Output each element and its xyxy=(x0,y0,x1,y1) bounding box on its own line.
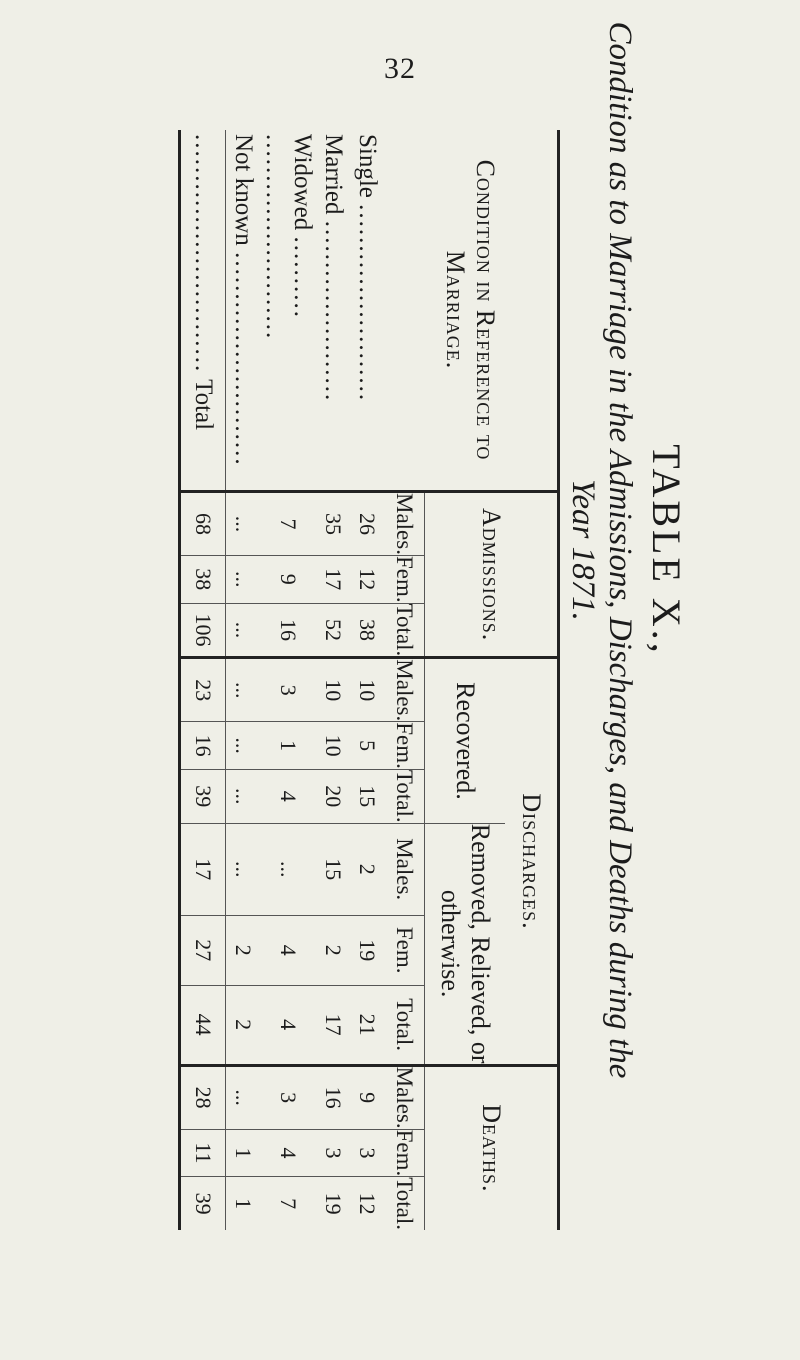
recovered-header: Recovered. xyxy=(425,658,506,823)
cell: 3 xyxy=(316,1129,350,1177)
table-row xyxy=(226,130,261,1230)
row-label-not-known: Not known .......................... xyxy=(226,130,261,492)
row-label-single: Single ........................ xyxy=(350,130,384,492)
cell: 16 xyxy=(316,1065,350,1129)
cell: 26 xyxy=(350,492,384,556)
cell: ... xyxy=(226,492,261,556)
table-captions xyxy=(565,0,689,1100)
admissions-header: Admissions. xyxy=(425,492,559,658)
cell: 1 xyxy=(226,1129,261,1177)
cell: 9 xyxy=(350,1065,384,1129)
cell: 20 xyxy=(316,769,350,823)
cell: 12 xyxy=(350,555,384,603)
cell: 16 xyxy=(260,603,316,658)
table-row-total xyxy=(180,130,226,1230)
discharges-header: Discharges. xyxy=(505,658,559,1065)
cell: 4 xyxy=(260,915,316,985)
cell: 1 xyxy=(260,722,316,770)
cell: 9 xyxy=(260,555,316,603)
cell: 15 xyxy=(350,769,384,823)
cell: 17 xyxy=(180,823,226,915)
cell: ... xyxy=(226,769,261,823)
col-recovered-fem: Fem. xyxy=(384,722,425,770)
cell: 39 xyxy=(180,769,226,823)
cell: 17 xyxy=(316,985,350,1065)
removed-header: Removed, Relieved, or otherwise. xyxy=(425,823,506,1065)
cell: 68 xyxy=(180,492,226,556)
cell: 44 xyxy=(180,985,226,1065)
table-row xyxy=(260,130,316,1230)
cell: 38 xyxy=(350,603,384,658)
cell: 2 xyxy=(226,915,261,985)
cell: 7 xyxy=(260,492,316,556)
cell: 39 xyxy=(180,1177,226,1230)
cell: 2 xyxy=(316,915,350,985)
cell: 3 xyxy=(260,1065,316,1129)
deaths-header: Deaths. xyxy=(477,1104,506,1193)
col-removed-males: Males. xyxy=(384,823,425,915)
cell: 5 xyxy=(350,722,384,770)
cell: 1 xyxy=(231,1198,256,1210)
cell: 17 xyxy=(316,555,350,603)
col-deaths-total: Total. xyxy=(384,1177,425,1230)
col-recovered-total: Total. xyxy=(384,769,425,823)
row-label-total: ............................. Total xyxy=(180,130,226,492)
cell: 10 xyxy=(316,722,350,770)
cell: ... xyxy=(226,722,261,770)
col-deaths-males: Males. xyxy=(384,1065,425,1129)
cell: 16 xyxy=(180,722,226,770)
cell: 4 xyxy=(260,985,316,1065)
cell: 10 xyxy=(316,658,350,722)
cell: ... xyxy=(226,603,261,658)
table-title: TABLE X., xyxy=(644,444,689,656)
cell: 52 xyxy=(316,603,350,658)
cell: 28 xyxy=(180,1065,226,1129)
cell: 38 xyxy=(180,555,226,603)
cell: 4 xyxy=(260,1129,316,1177)
condition-header: Condition in Reference to Marriage. xyxy=(384,130,559,492)
cell: 15 xyxy=(316,823,350,915)
cell: 3 xyxy=(350,1129,384,1177)
marriage-condition-table xyxy=(178,130,560,1230)
cell: ... xyxy=(226,555,261,603)
col-admissions-fem: Fem. xyxy=(384,555,425,603)
cell: 21 xyxy=(350,985,384,1065)
table-row xyxy=(350,130,384,1230)
cell: 35 xyxy=(316,492,350,556)
cell: 3 xyxy=(260,658,316,722)
cell: 12 xyxy=(355,1192,380,1215)
cell: 11 xyxy=(180,1129,226,1177)
cell: 19 xyxy=(321,1192,346,1215)
cell: 27 xyxy=(180,915,226,985)
table-row xyxy=(316,130,350,1230)
cell: 19 xyxy=(350,915,384,985)
cell: ... xyxy=(226,823,261,915)
cell: ... xyxy=(226,1065,261,1129)
page-number: 32 xyxy=(384,52,416,85)
col-admissions-males: Males. xyxy=(384,492,425,556)
cell: 23 xyxy=(180,658,226,722)
row-label-married: Married ...................... xyxy=(316,130,350,492)
cell: ... xyxy=(226,658,261,722)
col-removed-fem: Fem. xyxy=(384,915,425,985)
table-subtitle: Condition as to Marriage in the Admissions, Discharges, and Deaths during the Year 1871. xyxy=(565,21,638,1079)
cell: ... xyxy=(260,823,316,915)
col-deaths-fem: Fem. xyxy=(384,1129,425,1177)
cell: 2 xyxy=(226,985,261,1065)
col-admissions-total: Total. xyxy=(384,603,425,658)
cell: 106 xyxy=(180,603,226,658)
col-recovered-males: Males. xyxy=(384,658,425,722)
cell: 2 xyxy=(350,823,384,915)
cell: 4 xyxy=(260,769,316,823)
cell: 10 xyxy=(350,658,384,722)
cell: 7 xyxy=(276,1198,301,1210)
col-removed-total: Total. xyxy=(384,985,425,1065)
row-label-widowed: Widowed .......... ......................... xyxy=(260,130,316,492)
